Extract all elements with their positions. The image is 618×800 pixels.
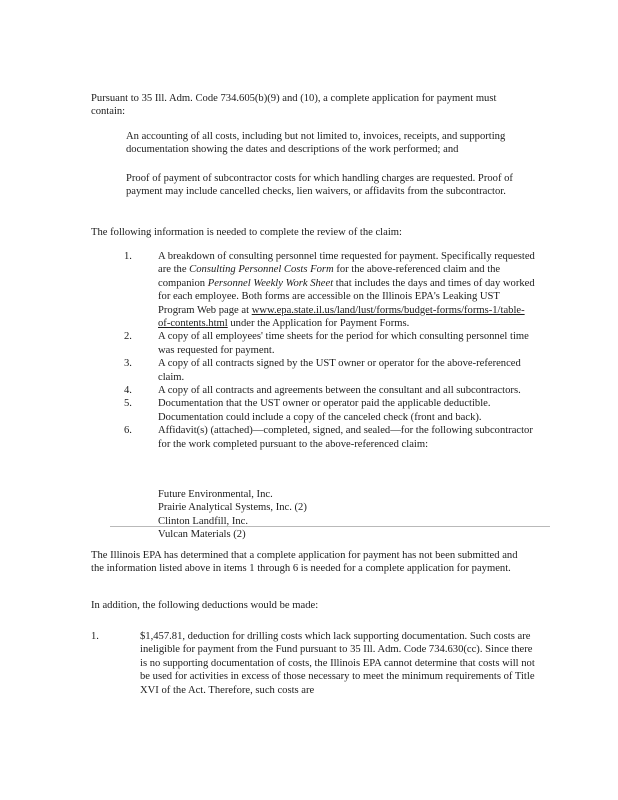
requirement-proof-of-payment: Proof of payment of subcontractor costs for which handling charges are requested. Proof of payment may include cancelled checks, lien waivers, or affidavits from the subcontractor. — [126, 173, 513, 198]
list-item-number: 1. — [124, 251, 132, 262]
list-item-number: 2. — [124, 331, 132, 343]
deduction-text: $1,457.81, deduction for drilling costs which lack supporting documentation. Such costs are ineligible for payment from the Fund pursuant to 35 Ill. Adm. Code 734.630(cc). Since there is no supporting documentation of costs, the Illinois EPA cannot determine that costs will not be used for activities in excess of those necessary to meet the minimum requirements of Title XVI of the Act. Therefore, such costs are — [140, 631, 535, 696]
deduction-number: 1. — [91, 631, 99, 642]
list-item-text: A copy of all contracts signed by the UST owner or operator for the above-referenced claim. — [158, 358, 521, 383]
list-item — [0, 397, 536, 424]
list-item — [0, 330, 536, 357]
list-item — [0, 384, 536, 397]
requirement-accounting: An accounting of all costs, including but not limited to, invoices, receipts, and supporting documentation showing the dates and descriptions of the work performed; and — [126, 131, 506, 156]
list-item-text: A copy of all employees' time sheets for the period for which consulting personnel time was requested for payment. — [158, 331, 529, 356]
list-item-text: that includes the days and times of day worked for each employee. Both forms are accessible on the Illinois EPA's Leaking UST Program Web page at — [158, 277, 535, 316]
list-item-number: 4. — [124, 385, 132, 397]
subcontractor-list — [158, 488, 458, 542]
subcontractor-name: Future Environmental, Inc. — [158, 489, 273, 500]
list-item — [0, 250, 536, 330]
forms-url-link[interactable]: www.epa.state.il.us/land/lust/forms/budget-forms/forms-1/table-of-contents.html — [158, 304, 525, 330]
list-item-text: for the above-referenced claim and the companion — [158, 264, 501, 289]
list-item-number: 5. — [124, 398, 132, 410]
list-item — [0, 424, 536, 451]
list-item-text: Documentation that the UST owner or operator paid the applicable deductible. Documentation could include a copy of the canceled check (front and back). — [158, 398, 491, 423]
subcontractor-name: Prairie Analytical Systems, Inc. (2) — [158, 502, 307, 514]
deduction-intro: In addition, the following deductions would be made: — [91, 600, 319, 611]
subcontractor-name: Vulcan Materials (2) — [158, 529, 246, 541]
info-needed-list — [0, 250, 618, 451]
list-item — [0, 357, 536, 384]
list-item-text: A copy of all contracts and agreements between the consultant and all subcontractors. — [158, 385, 521, 397]
divider — [110, 526, 550, 527]
info-needed-lead: The following information is needed to complete the review of the claim: — [91, 227, 402, 238]
list-item-text: Affidavit(s) (attached)—completed, signed, and sealed—for the following subcontractor for the work completed pursuant to the above-referenced claim: — [158, 425, 533, 450]
subcontractor-name: Clinton Landfill, Inc. — [158, 515, 249, 527]
worksheet-form-name: Personnel Weekly Work Sheet — [207, 277, 334, 289]
list-item-number: 3. — [124, 358, 132, 370]
consulting-form-name: Consulting Personnel Costs Form — [189, 264, 334, 276]
determination-paragraph: The Illinois EPA has determined that a complete application for payment has not been submitted and the information listed above in items 1 through 6 is needed for a complete application for payment. — [91, 550, 518, 575]
list-item-text: A breakdown of consulting personnel time requested for payment. Specifically requested are the — [158, 251, 535, 276]
list-item-number: 6. — [124, 425, 132, 437]
intro-paragraph: Pursuant to 35 Ill. Adm. Code 734.605(b)(9) and (10), a complete application for payment must contain: — [91, 93, 497, 118]
list-item-text: under the Application for Payment Forms. — [227, 318, 410, 330]
